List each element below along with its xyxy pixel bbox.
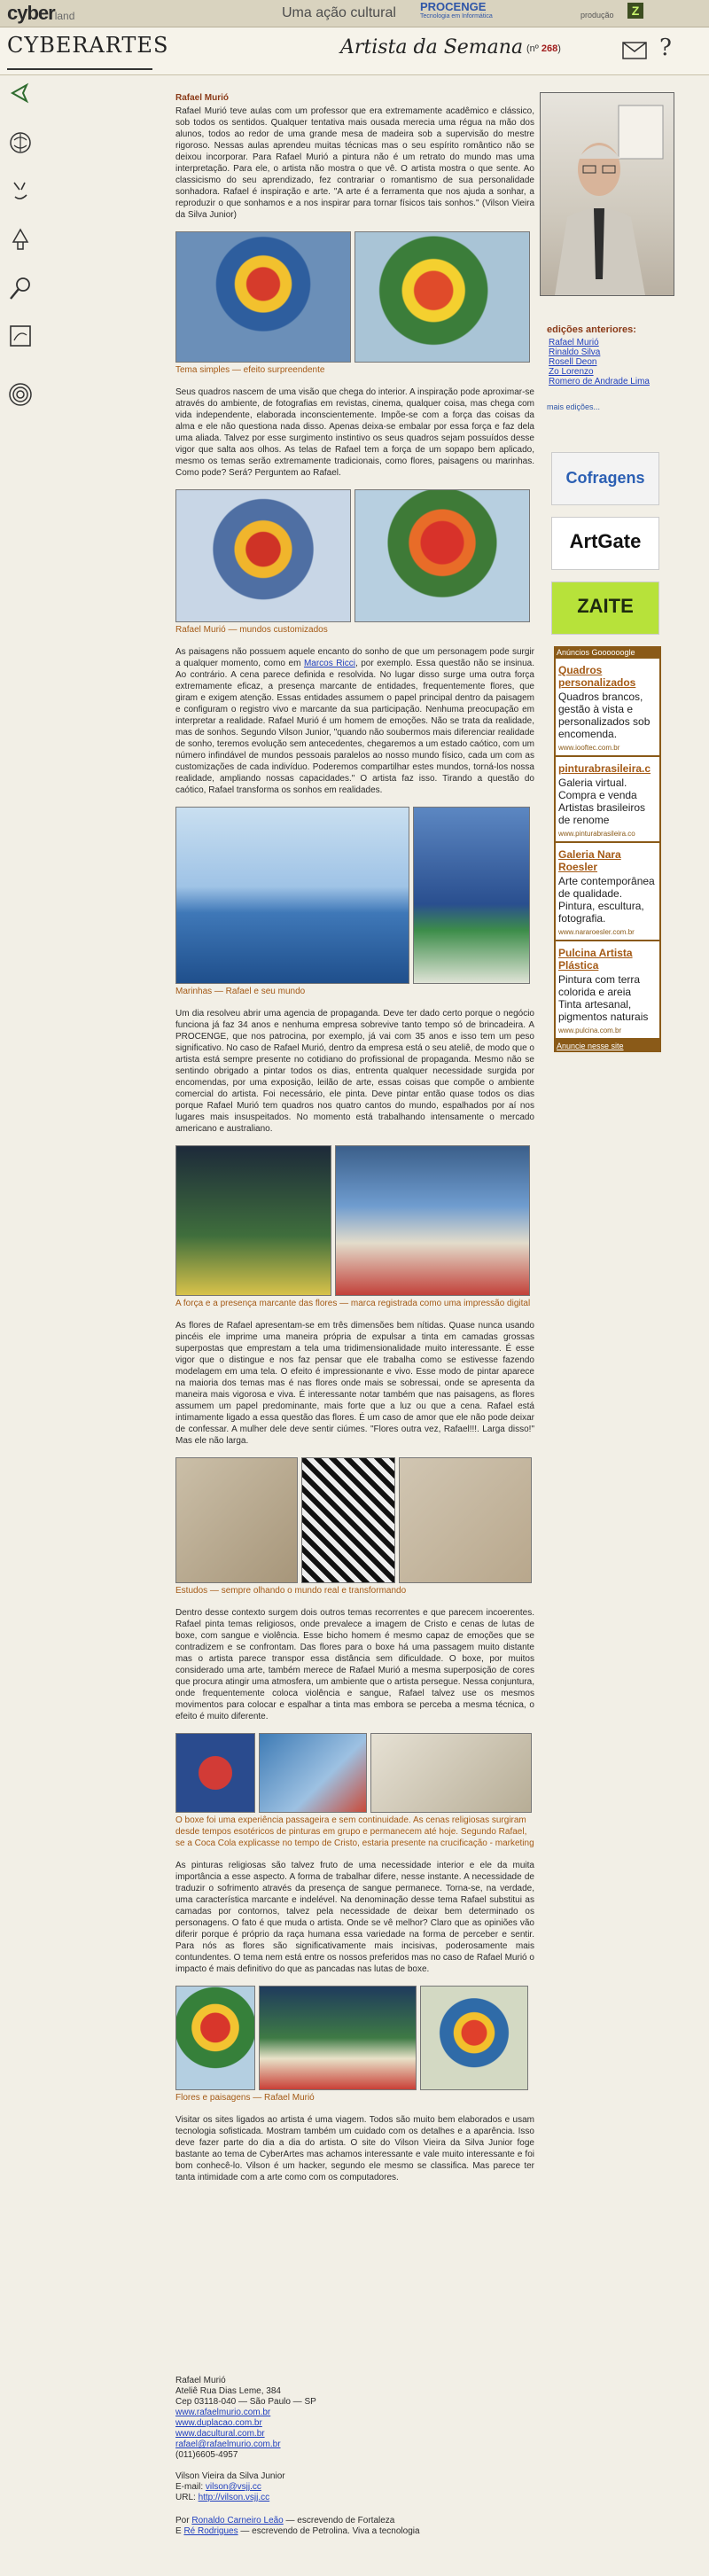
author-link[interactable]: Ré Rodrigues [183, 2526, 238, 2536]
flower-landscape-painting[interactable] [175, 1145, 331, 1296]
face-icon[interactable] [7, 177, 34, 204]
artist-portrait [540, 92, 674, 296]
site-link[interactable]: www.dacultural.com.br [175, 2429, 265, 2439]
spiral-icon[interactable] [7, 381, 34, 408]
back-arrow-icon[interactable] [7, 80, 34, 106]
paragraph: Visitar os sites ligados ao artista é uma viagem. Todos são muito bem elaborados e usam tecnologia sofisticada. Mostram também um cuidado com os detalhes e a aparência. Isso deve fazer parte do dia a dia do artista. O site do Vilson Vieira da Silva Junior foge bastante ao tema de CyberArtes mas achamos interessante e vale muito interessante e foi bom conhecê-lo. Vilson é um hacker, segundo ele mesmo se classifica. Mas parece ter tanta intimidade com a arte como com os computadores. [175, 2115, 534, 2182]
brain-icon[interactable] [7, 129, 34, 156]
magnifier-icon[interactable] [7, 275, 34, 301]
header-divider [0, 74, 709, 75]
ad-item[interactable]: Pulcina Artista Plástica Pintura com terra colorida e areia Tinta artesanal, pigmentos naturais www.pulcina.com.br [554, 941, 661, 1040]
artgate-banner[interactable]: ArtGate [551, 517, 659, 570]
image-row [175, 489, 534, 622]
seascape-painting[interactable] [175, 807, 409, 984]
section-title: Artista da Semana [340, 36, 524, 59]
ad-item[interactable]: Galeria Nara Roesler Arte contemporânea de qualidade. Pintura, escultura, fotografia. www.nararoesler.com.br [554, 843, 661, 941]
ad-item[interactable]: Quadros personalizados Quadros brancos, gestão à vista e personalizados sob encomenda. www.iooftec.com.br [554, 659, 661, 757]
site-link[interactable]: www.rafaelmurio.com.br [175, 2408, 271, 2417]
procenge-subtitle: Tecnologia em Informática [420, 13, 493, 20]
ads-header[interactable]: Anúncios Goooooogle [554, 646, 661, 659]
study-sketch[interactable] [175, 1457, 298, 1583]
caption: A força e a presença marcante das flores — marca registrada como uma impressão digital [175, 1299, 531, 1308]
procenge-logo[interactable]: PROCENGE [420, 0, 487, 13]
previous-editions-list [549, 338, 650, 386]
paragraph: Um dia resolveu abrir uma agencia de propaganda. Deve ter dado certo porque o negócio funciona já faz 34 anos e nenhuma empresa sobrevive tanto tempo só de brincadeira. A PROCENGE, que nos patrocina, por exemplo, já vai com 35 anos e isso tem um peso significativo. No caso de Rafael Murió, dentro da empresa está o seu ateliê, de modo que o artista está sempre presente no cotidiano do profissional de propaganda. Mesmo não se sentindo obrigado a pintar todos os dias, entrenta qualquer necessidade surgida por encomendas, por uma exposição, leilão de arte, essas coisas que compõe o ambiente comercial do artista. Foi necessário, ele pinta. Deve pintar então quase todos os dias porque Rafael Murió tem quadros nos quatro cantos do mundo, espalhados por aí nos lugares mais insuspeitados. No momento está trabalhando intensamente o mercado americano e australiano. [175, 1009, 534, 1134]
caption: O boxe foi uma experiência passageira e sem continuidade. As cenas religiosas surgiram desde tempos esotéricos de pinturas em grupo e permanecem até hoje. Segundo Rafael, se a Coca Cola explicasse no tempo de Cristo, estaria presente na crucificação - marketing [175, 1815, 534, 1848]
flower-painting[interactable] [420, 1986, 528, 2090]
caption: Flores e paisagens — Rafael Murió [175, 2093, 315, 2103]
site-link[interactable]: www.duplacao.com.br [175, 2418, 262, 2428]
seascape-painting[interactable] [413, 807, 530, 984]
email-link[interactable]: vilson@vsjj.cc [205, 2482, 261, 2492]
google-ads [554, 646, 661, 1052]
paragraph: Dentro desse contexto surgem dois outros temas recorrentes e que parecem incoerentes. Rafael pinta temas religiosos, onde prevalece a imagem de Cristo e cenas de lutas de boxe, com sangue e violência. Esse bicho homem é mesmo capaz de emoções que se contradizem e se confrontam. Das flores para o boxe há uma passagem muito distante mas o artista parece transpor essa distância sem dificuldade. O boxe, por muitos considerado uma arte, também merece de Rafael Murió a mesma superposição de cores que procura atingir uma atmosfera, um ambiente que o artista persegue. Nessa conjuntura, onde frequentemente coloca violência e sangue, Rafael talvez use os mesmos movimentos para colocar e espalhar a tinta mas embora se perceba a mesma técnica, o efeito é muito diferente. [175, 1608, 534, 1721]
header [0, 27, 709, 75]
previous-edition-link[interactable]: Rosell Deon [549, 357, 597, 367]
artist-name: Rafael Murió [175, 93, 230, 103]
image-row [175, 807, 534, 984]
flower-painting[interactable] [354, 489, 530, 622]
cyberland-logo[interactable]: cyberland [7, 2, 75, 24]
image-row [175, 1457, 534, 1583]
study-sketch[interactable] [399, 1457, 532, 1583]
artist-link[interactable]: Marcos Ricci [303, 659, 355, 668]
religious-painting[interactable] [175, 1733, 255, 1813]
previous-edition-link[interactable]: Romero de Andrade Lima [549, 377, 650, 386]
author-link[interactable]: Ronaldo Carneiro Leão [191, 2516, 284, 2525]
caption: Estudos — sempre olhando o mundo real e transformando [175, 1586, 407, 1596]
previous-editions-title: edições anteriores: [547, 324, 636, 335]
help-icon[interactable]: ? [659, 35, 672, 61]
address-line: Cep 03118-040 — São Paulo — SP [175, 2397, 316, 2407]
credit-line: Por Ronaldo Carneiro Leão — escrevendo de Fortaleza [175, 2516, 395, 2525]
lamp-icon[interactable] [7, 227, 34, 254]
boxing-painting[interactable] [259, 1733, 367, 1813]
image-row [175, 1733, 534, 1813]
zaite-mark-icon[interactable]: Z [627, 3, 643, 19]
more-editions-link[interactable]: mais edições... [547, 402, 601, 411]
previous-edition-link[interactable]: Rinaldo Silva [549, 347, 601, 357]
landscape-painting[interactable] [259, 1986, 417, 2090]
cyberartes-logo[interactable]: CYBERARTES [7, 33, 152, 70]
artist-name: Rafael Murió [175, 2376, 226, 2385]
study-sketch[interactable] [301, 1457, 395, 1583]
caption: Marinhas — Rafael e seu mundo [175, 987, 306, 996]
flower-landscape-painting[interactable] [335, 1145, 530, 1296]
tagline: Uma ação cultural [282, 5, 396, 20]
flower-painting[interactable] [175, 1986, 255, 2090]
vilson-name: Vilson Vieira da Silva Junior [175, 2471, 285, 2481]
image-row [175, 1986, 534, 2090]
flower-painting[interactable] [354, 231, 530, 363]
image-row [175, 1145, 534, 1296]
credit-line: E Ré Rodrigues — escrevendo de Petrolina. Viva a tecnologia [175, 2526, 420, 2536]
cofragens-banner[interactable]: Cofragens [551, 452, 659, 505]
site-link[interactable]: http://vilson.vsjj.cc [198, 2493, 270, 2502]
advertise-link[interactable]: Anuncie nesse site [554, 1040, 661, 1052]
paragraph: Rafael Murió teve aulas com um professor que era extremamente acadêmico e clássico, sob todos os sentidos. Qualquer tentativa mais ousada merecia uma régua na mão dos alunos, todos ao redor de uma grande mesa de madeira sob a supervisão do mestre rigoroso. Nessas aulas aprendeu muitas técnicas mas o seu espírito romântico não se deixou incorporar. Para Rafael Murió a pintura não é um retrato do mundo mas uma interpretação. Para ele, o artista não mostra o que vê. O artista mostra o que sente. Ao classicismo do seu aprendizado, fez contrariar o romantismo de sua personalidade sonhadora. Rafael é inspiração e arte. "A arte é a ferramenta que nos ajuda a sonhar, a reproduzir o que sonhamos e a nos inspirar para tornar físicos tais sonhos." (Vilson Vieira da Silva Junior) [175, 106, 534, 220]
artist-contact: Rafael Murió Ateliê Rua Dias Leme, 384 Cep 03118-040 — São Paulo — SP www.rafaelmurio.com.br www.duplacao.com.br www.dacultural.com.br rafael@rafaelmurio.com.br (011)6605-4957 Vilson Vieira da Silva Junior E-mail: vilson@vsjj.cc URL: http://vilson.vsjj.cc Por Ronaldo Carneiro Leão — escrevendo de Fortaleza E Ré Rodrigues — escrevendo de Petrolina. Viva a tecnologia [175, 2376, 534, 2537]
boxing-sketch[interactable] [370, 1733, 532, 1813]
portrait-figure [541, 93, 674, 295]
paragraph: As flores de Rafael apresentam-se em três dimensões bem nítidas. Quase nunca usando pincéis ele imprime uma maneira própria de expulsar a tinta em camadas grossas superpostas que emprestam a tela uma tridimensionalidade muito interessante. É esse vigor que o distingue e nos faz pensar que ele trabalha como se estivesse fazendo modelagem em uma tela. O efeito é impressionante e vivo. Esse modo de pintar aparece na maioria dos temas mas é nas flores onde mais se sobressai, onde se apresenta da maneira mais vigorosa e viva. É interessante notar também que nas paisagens, as flores assumem um papel predominante, mais forte que a luz ou que a cena. Rafael está intimamente ligado a essa questão das flores. É um caso de amor que ele não pode deixar de confessar. A mulher dele deve sentir ciúmes. "Flores outra vez, Rafael!!!. Larga disso!" Mas ele não larga. [175, 1321, 534, 1446]
zaite-banner[interactable]: ZAITE [551, 582, 659, 635]
previous-edition-link[interactable]: Rafael Murió [549, 338, 599, 347]
mail-icon[interactable] [622, 42, 647, 59]
email-link[interactable]: rafael@rafaelmurio.com.br [175, 2439, 281, 2449]
frame-icon[interactable] [7, 323, 34, 349]
top-bar [0, 0, 709, 27]
address-line: Ateliê Rua Dias Leme, 384 [175, 2386, 281, 2396]
issue-number: (nº 268) [526, 43, 561, 54]
flower-painting[interactable] [175, 231, 351, 363]
ad-item[interactable]: pinturabrasileira.c Galeria virtual. Compra e venda Artistas brasileiros de renome www.pinturabrasileira.co [554, 757, 661, 843]
paragraph: As paisagens não possuem aquele encanto do sonho de que um personagem pode surgir a qualquer momento, como em Marcos Ricci, por exemplo. Essa questão não se insinua. Ao contrário. A cena parece definida e resolvida. No lugar disso surge uma outra força extremamente eficaz, a presença marcante de entidades, frequentemente flores, que giram e exigem atenção. Essas entidades assumem o papel principal dentro da paisagem e configuram o registro vivo e marcante da sua participação. Nenhuma preocupação em interpretar a realidade. Rafael Murió é um homem de emoções. Não se trata da realidade, mas de sonhos. Segundo Vilson Junior, "quando não soubermos mais diferenciar realidade de sonho, teremos evolução sem antecedentes, chegaremos a um estado caótico, com um número infindável de mundos pessoais paralelos ao nosso mundo físico, cada um com as customizações de cada indivíduo. Poderemos compartilhar estes mundos, torná-los nossa realidade, ampliando nossas capacidades." O artista faz isso. Tirando a questão do caótico, Rafael transforma os sonhos em realidades. [175, 647, 534, 795]
previous-edition-link[interactable]: Zo Lorenzo [549, 367, 594, 377]
article [175, 92, 534, 2194]
paragraph: Seus quadros nascem de uma visão que chega do interior. A inspiração pode aproximar-se através do ambiente, de fotografias em revistas, cinema, qualquer coisa, mas chega com vida independente, elaborada inconscientemente. Impõe-se com a força das coisas da alma e ele não questiona nada disso. Apenas deixa-se embalar por essa força e faz dela uma aliada. Talvez por esse surgimento instintivo os seus quadros sejam possuídos desse vigor que salta aos olhos. As telas de Rafael tem a força de um sopapo bem aplicado, mesmo os temas serão extremamente tradicionais, como flores, paisagens ou marinhas. Como pode? Será? Perguntem ao Rafael. [175, 387, 534, 478]
caption: Tema simples — efeito surpreendente [175, 365, 325, 375]
flower-painting[interactable] [175, 489, 351, 622]
image-row [175, 231, 534, 363]
paragraph: As pinturas religiosas são talvez fruto de uma necessidade interior e ele da muita importância a esse aspecto. A forma de trabalhar difere, nesse instante. A necessidade de traduzir o sofrimento através da presença de sangue permanece. Torna-se, na verdade, uma característica marcante e indelével. Na denominação desse tema Rafael substitui as camadas por contornos, talvez pela necessidade de deixar bem determinado os personagens. O fato é que muda o artista. Onde se vê melhor? Claro que as opiniões vão diferir porque é próprio da raça humana essa variedade na forma de perceber e sentir. Para nós as flores são significativamente mais incisivas, poderosamente mais contundentes. O tema nem está entre os nossos preferidos mas no caso de Rafael Murió o impacto é mais definitivo do que as pancadas nas lutas de boxe. [175, 1861, 534, 1974]
phone: (011)6605-4957 [175, 2450, 238, 2460]
caption: Rafael Murió — mundos customizados [175, 625, 328, 635]
producao-label: produção [580, 11, 614, 20]
